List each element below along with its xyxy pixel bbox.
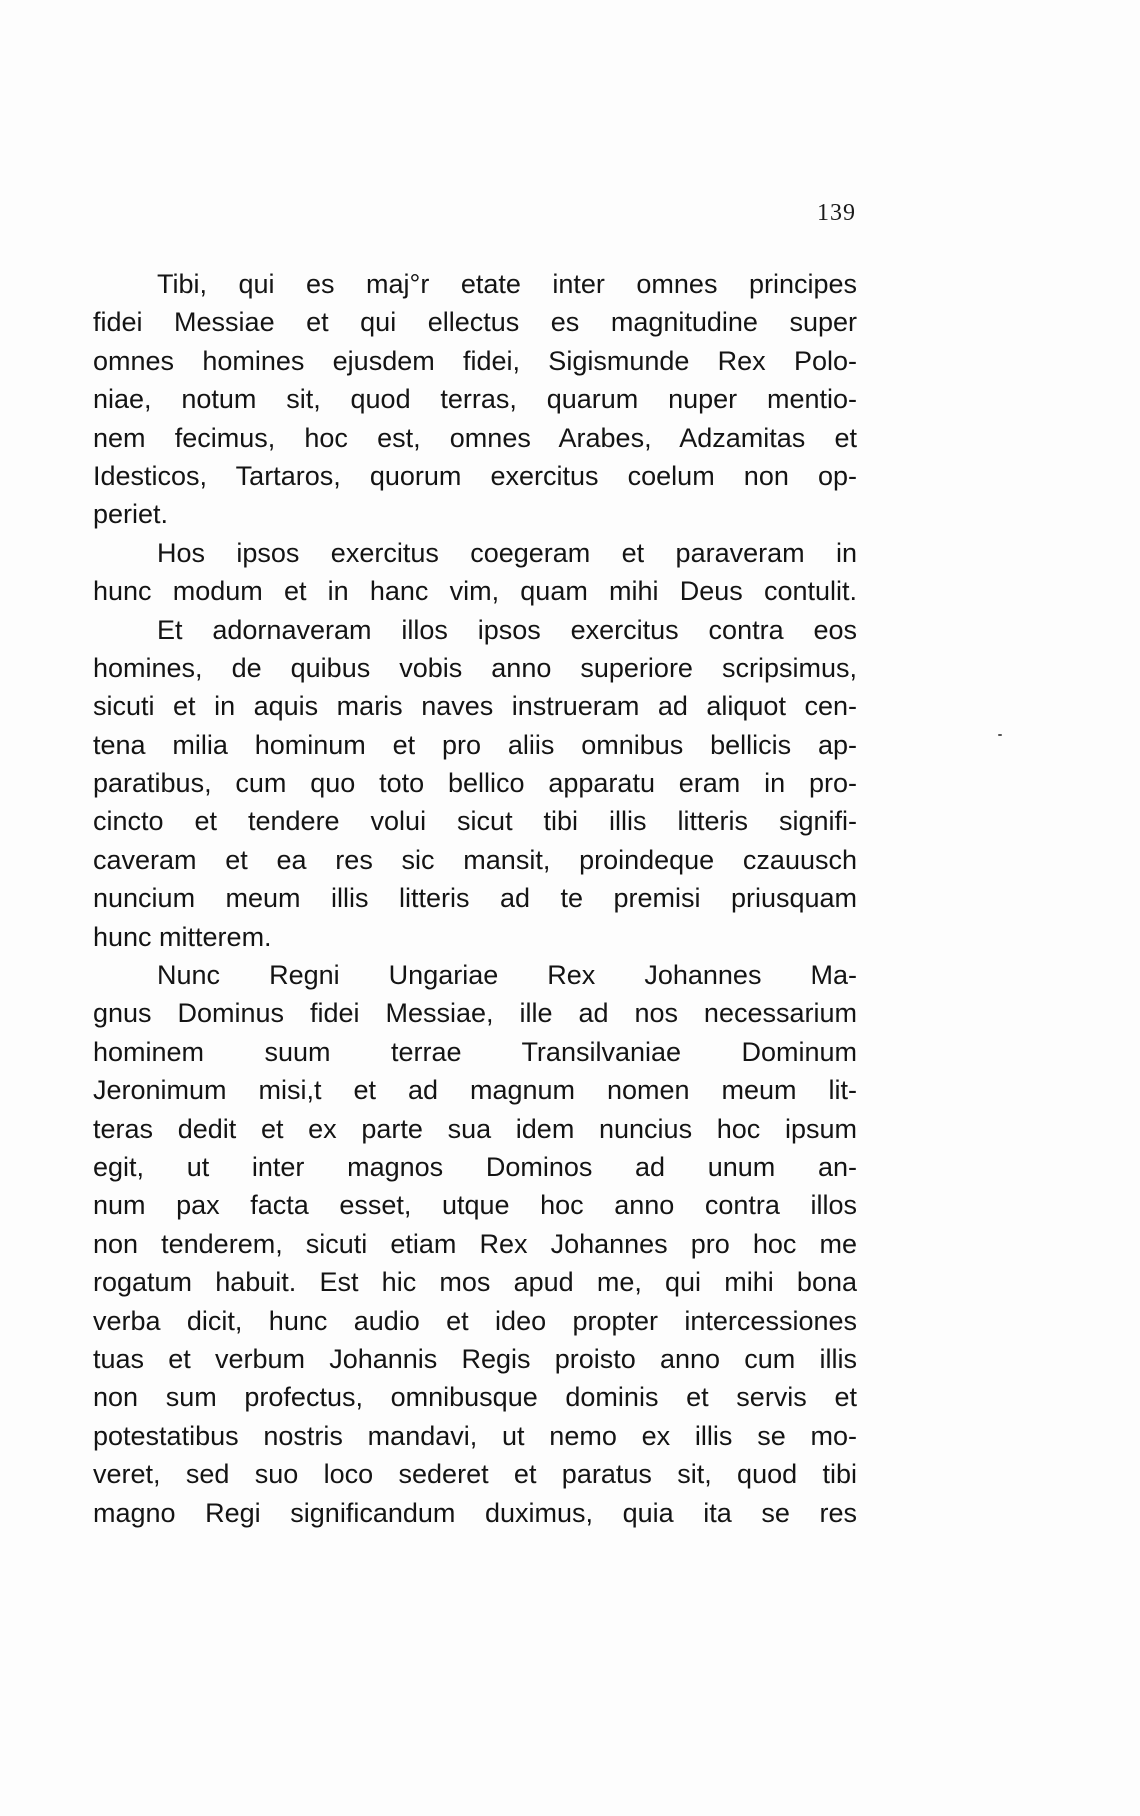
text-line: sicuti et in aquis maris naves instrueram ad aliquot cen- [93,691,857,722]
text-line: egit, ut inter magnos Dominos ad unum an- [93,1151,857,1182]
page-number: 139 [817,200,856,226]
text-line: hunc mitterem. [93,921,272,952]
text-line: nem fecimus, hoc est, omnes Arabes, Adzamitas et [93,422,857,453]
text-line: caveram et ea res sic mansit, proindeque czauusch [93,844,857,875]
paragraph [93,534,857,611]
text-line: magno Regi significandum duximus, quia ita se res [93,1497,857,1528]
scan-speck [998,734,1002,736]
paragraph [93,956,857,1532]
text-line: non tenderem, sicuti etiam Rex Johannes pro hoc me [93,1228,857,1259]
paragraph [93,265,857,534]
text-line: paratibus, cum quo toto bellico apparatu eram in pro- [93,768,857,799]
text-line: omnes homines ejusdem fidei, Sigismunde Rex Polo- [93,345,857,376]
body-text [93,265,857,1532]
text-line: fidei Messiae et qui ellectus es magnitudine super [93,307,857,338]
paragraph [93,611,857,957]
text-line: Hos ipsos exercitus coegeram et paraveram in [157,537,857,568]
text-line: niae, notum sit, quod terras, quarum nuper mentio- [93,384,857,415]
text-line: tena milia hominum et pro aliis omnibus bellicis ap- [93,729,857,760]
text-line: hunc modum et in hanc vim, quam mihi Deus contulit. [93,576,857,607]
text-line: periet. [93,499,169,530]
text-line: potestatibus nostris mandavi, ut nemo ex illis se mo- [93,1420,857,1451]
text-line: teras dedit et ex parte sua idem nuncius hoc ipsum [93,1113,857,1144]
text-line: Jeronimum misi,t et ad magnum nomen meum lit- [93,1075,857,1106]
text-line: verba dicit, hunc audio et ideo propter intercessiones [93,1305,857,1336]
text-line: veret, sed suo loco sederet et paratus sit, quod tibi [93,1459,857,1490]
text-line: Idesticos, Tartaros, quorum exercitus coelum non op- [93,460,857,491]
text-line: hominem suum terrae Transilvaniae Dominum [93,1036,857,1067]
text-line: tuas et verbum Johannis Regis proisto anno cum illis [93,1343,857,1374]
text-line: Nunc Regni Ungariae Rex Johannes Ma- [157,960,857,991]
text-line: rogatum habuit. Est hic mos apud me, qui mihi bona [93,1267,857,1298]
text-line: num pax facta esset, utque hoc anno contra illos [93,1190,857,1221]
text-line: gnus Dominus fidei Messiae, ille ad nos necessarium [93,998,857,1029]
text-line: cincto et tendere volui sicut tibi illis litteris signifi- [93,806,857,837]
text-line: Tibi, qui es maj°r etate inter omnes principes [157,269,857,299]
text-line: nuncium meum illis litteris ad te premisi priusquam [93,883,857,914]
text-line: homines, de quibus vobis anno superiore scripsimus, [93,652,857,683]
text-line: non sum profectus, omnibusque dominis et servis et [93,1382,857,1413]
text-line: Et adornaveram illos ipsos exercitus contra eos [157,614,857,645]
